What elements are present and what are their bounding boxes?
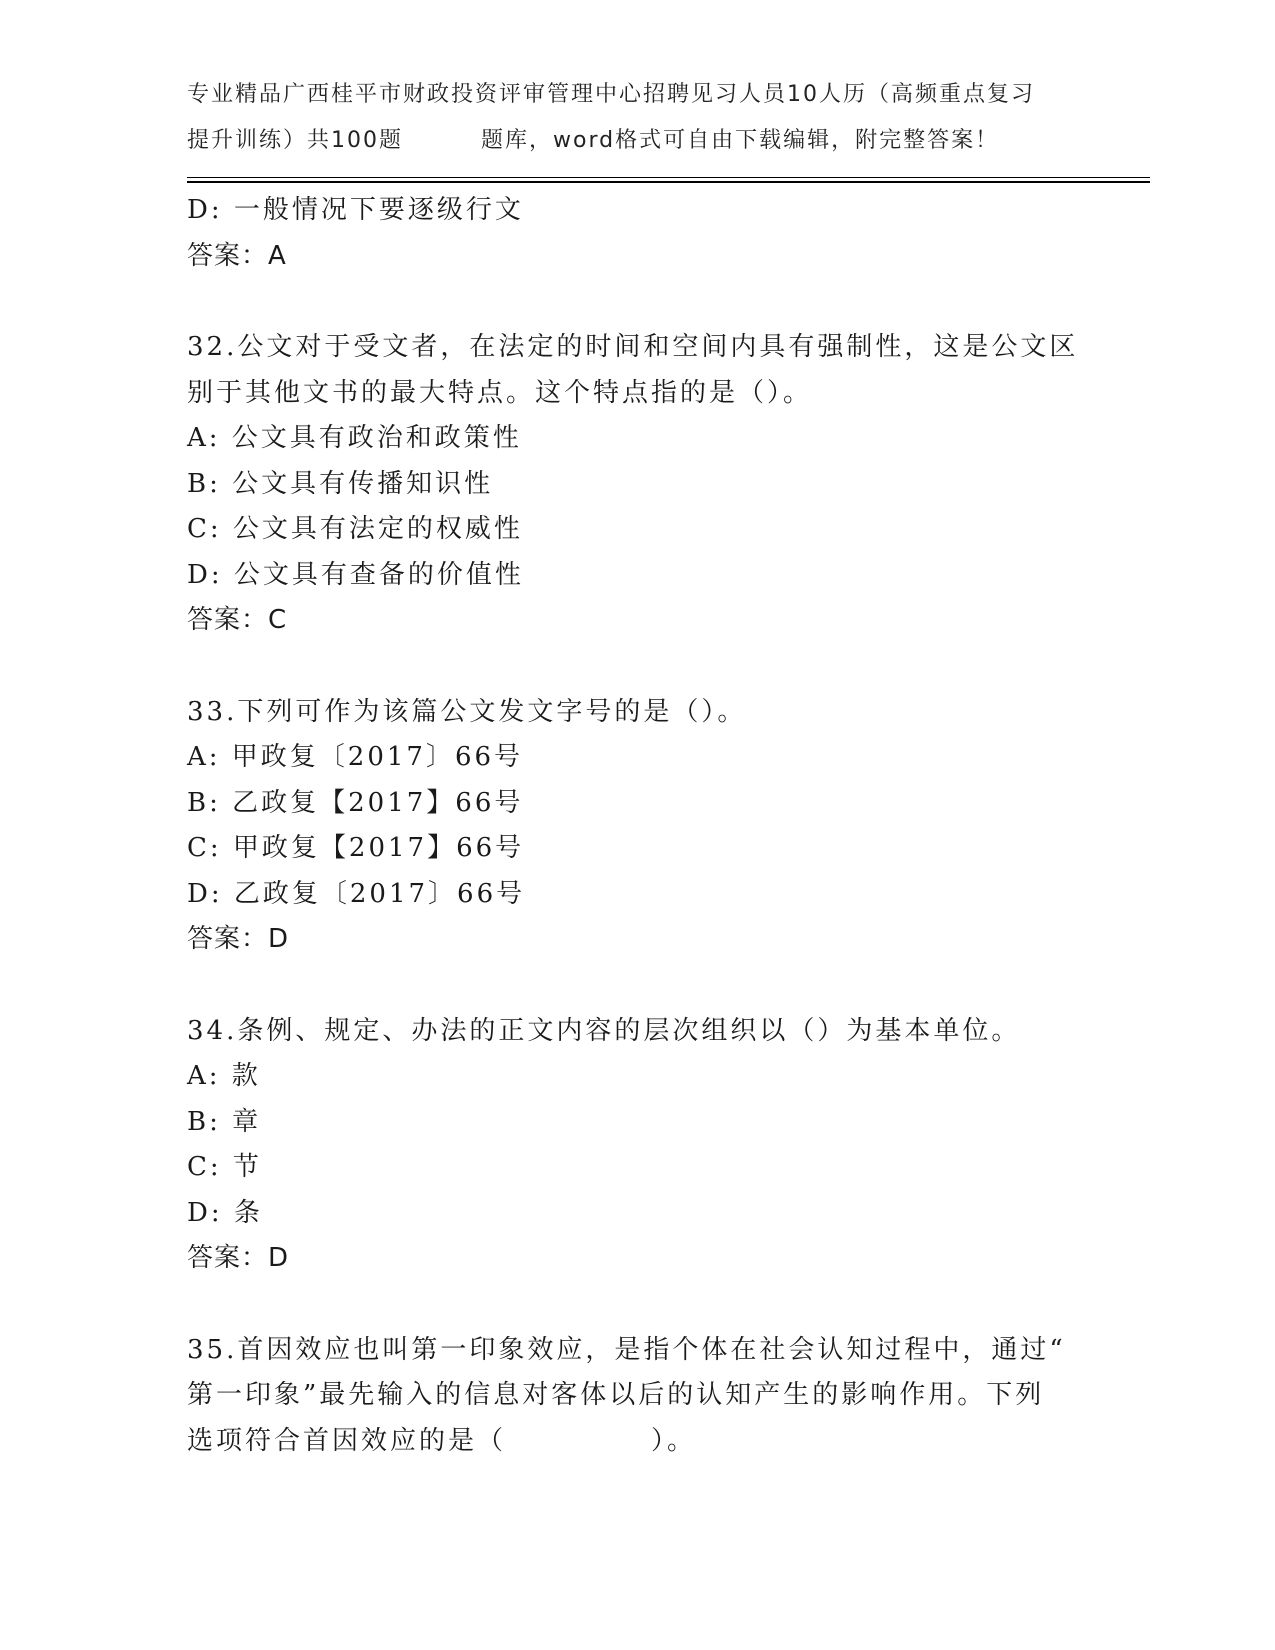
question-35 — [187, 1328, 1087, 1465]
q34-option-a: A: 款 — [187, 1061, 261, 1091]
q34-answer: 答案：D — [187, 1243, 290, 1273]
prev-option-d: D: 一般情况下要逐级行文 — [187, 195, 524, 225]
q33-option-d: D: 乙政复〔2017〕66号 — [187, 878, 526, 909]
header-title-line-2 — [187, 118, 1087, 164]
q32-option-c: C: 公文具有法定的权威性 — [187, 514, 523, 544]
q33-answer: 答案：D — [187, 924, 290, 954]
q32-option-d: D: 公文具有查备的价值性 — [187, 559, 524, 590]
q32-stem-line-2: 别于其他文书的最大特点。这个特点指的是（）。 — [187, 377, 813, 408]
spacer — [187, 279, 1087, 325]
question-33 — [187, 690, 1087, 963]
q33-option-c: C: 甲政复【2017】66号 — [187, 833, 525, 863]
q34-option-b: B: 章 — [187, 1106, 262, 1137]
prev-answer: 答案：A — [187, 240, 287, 271]
q35-stem-line-1: 35.首因效应也叫第一印象效应，是指个体在社会认知过程中，通过“ — [187, 1334, 1066, 1365]
q32-option-b: B: 公文具有传播知识性 — [187, 468, 494, 499]
header-title-part-a: 提升训练）共100题 — [187, 127, 403, 153]
header-rule-thick — [187, 181, 1150, 183]
q35-stem-line-2: 第一印象”最先输入的信息对客体以后的认知产生的影响作用。下列 — [187, 1380, 1045, 1410]
spacer — [187, 1282, 1087, 1328]
spacer — [187, 644, 1087, 690]
q34-option-d: D: 条 — [187, 1197, 263, 1228]
header-title-line-1: 专业精品广西桂平市财政投资评审管理中心招聘见习人员10人历（高频重点复习 — [187, 82, 1035, 107]
question-32 — [187, 325, 1087, 644]
q32-option-a: A: 公文具有政治和政策性 — [187, 423, 522, 453]
q33-option-a: A: 甲政复〔2017〕66号 — [187, 742, 524, 772]
header-rule-thin — [187, 177, 1150, 178]
q34-stem: 34.条例、规定、办法的正文内容的层次组织以（）为基本单位。 — [187, 1015, 1021, 1046]
q32-stem-line-1: 32.公文对于受文者，在法定的时间和空间内具有强制性，这是公文区 — [187, 332, 1079, 362]
header-title-part-b: 题库，word格式可自由下载编辑，附完整答案！ — [481, 127, 1000, 153]
q35-stem-line-3: 选项符合首因效应的是（ ）。 — [187, 1425, 697, 1456]
spacer — [187, 963, 1087, 1009]
page-header — [187, 72, 1087, 163]
q34-option-c: C: 节 — [187, 1152, 262, 1182]
question-34 — [187, 1009, 1087, 1282]
q33-option-b: B: 乙政复【2017】66号 — [187, 787, 524, 818]
q33-stem: 33.下列可作为该篇公文发文字号的是（）。 — [187, 696, 747, 727]
question-content — [187, 188, 1087, 1464]
q32-answer: 答案：C — [187, 605, 288, 635]
